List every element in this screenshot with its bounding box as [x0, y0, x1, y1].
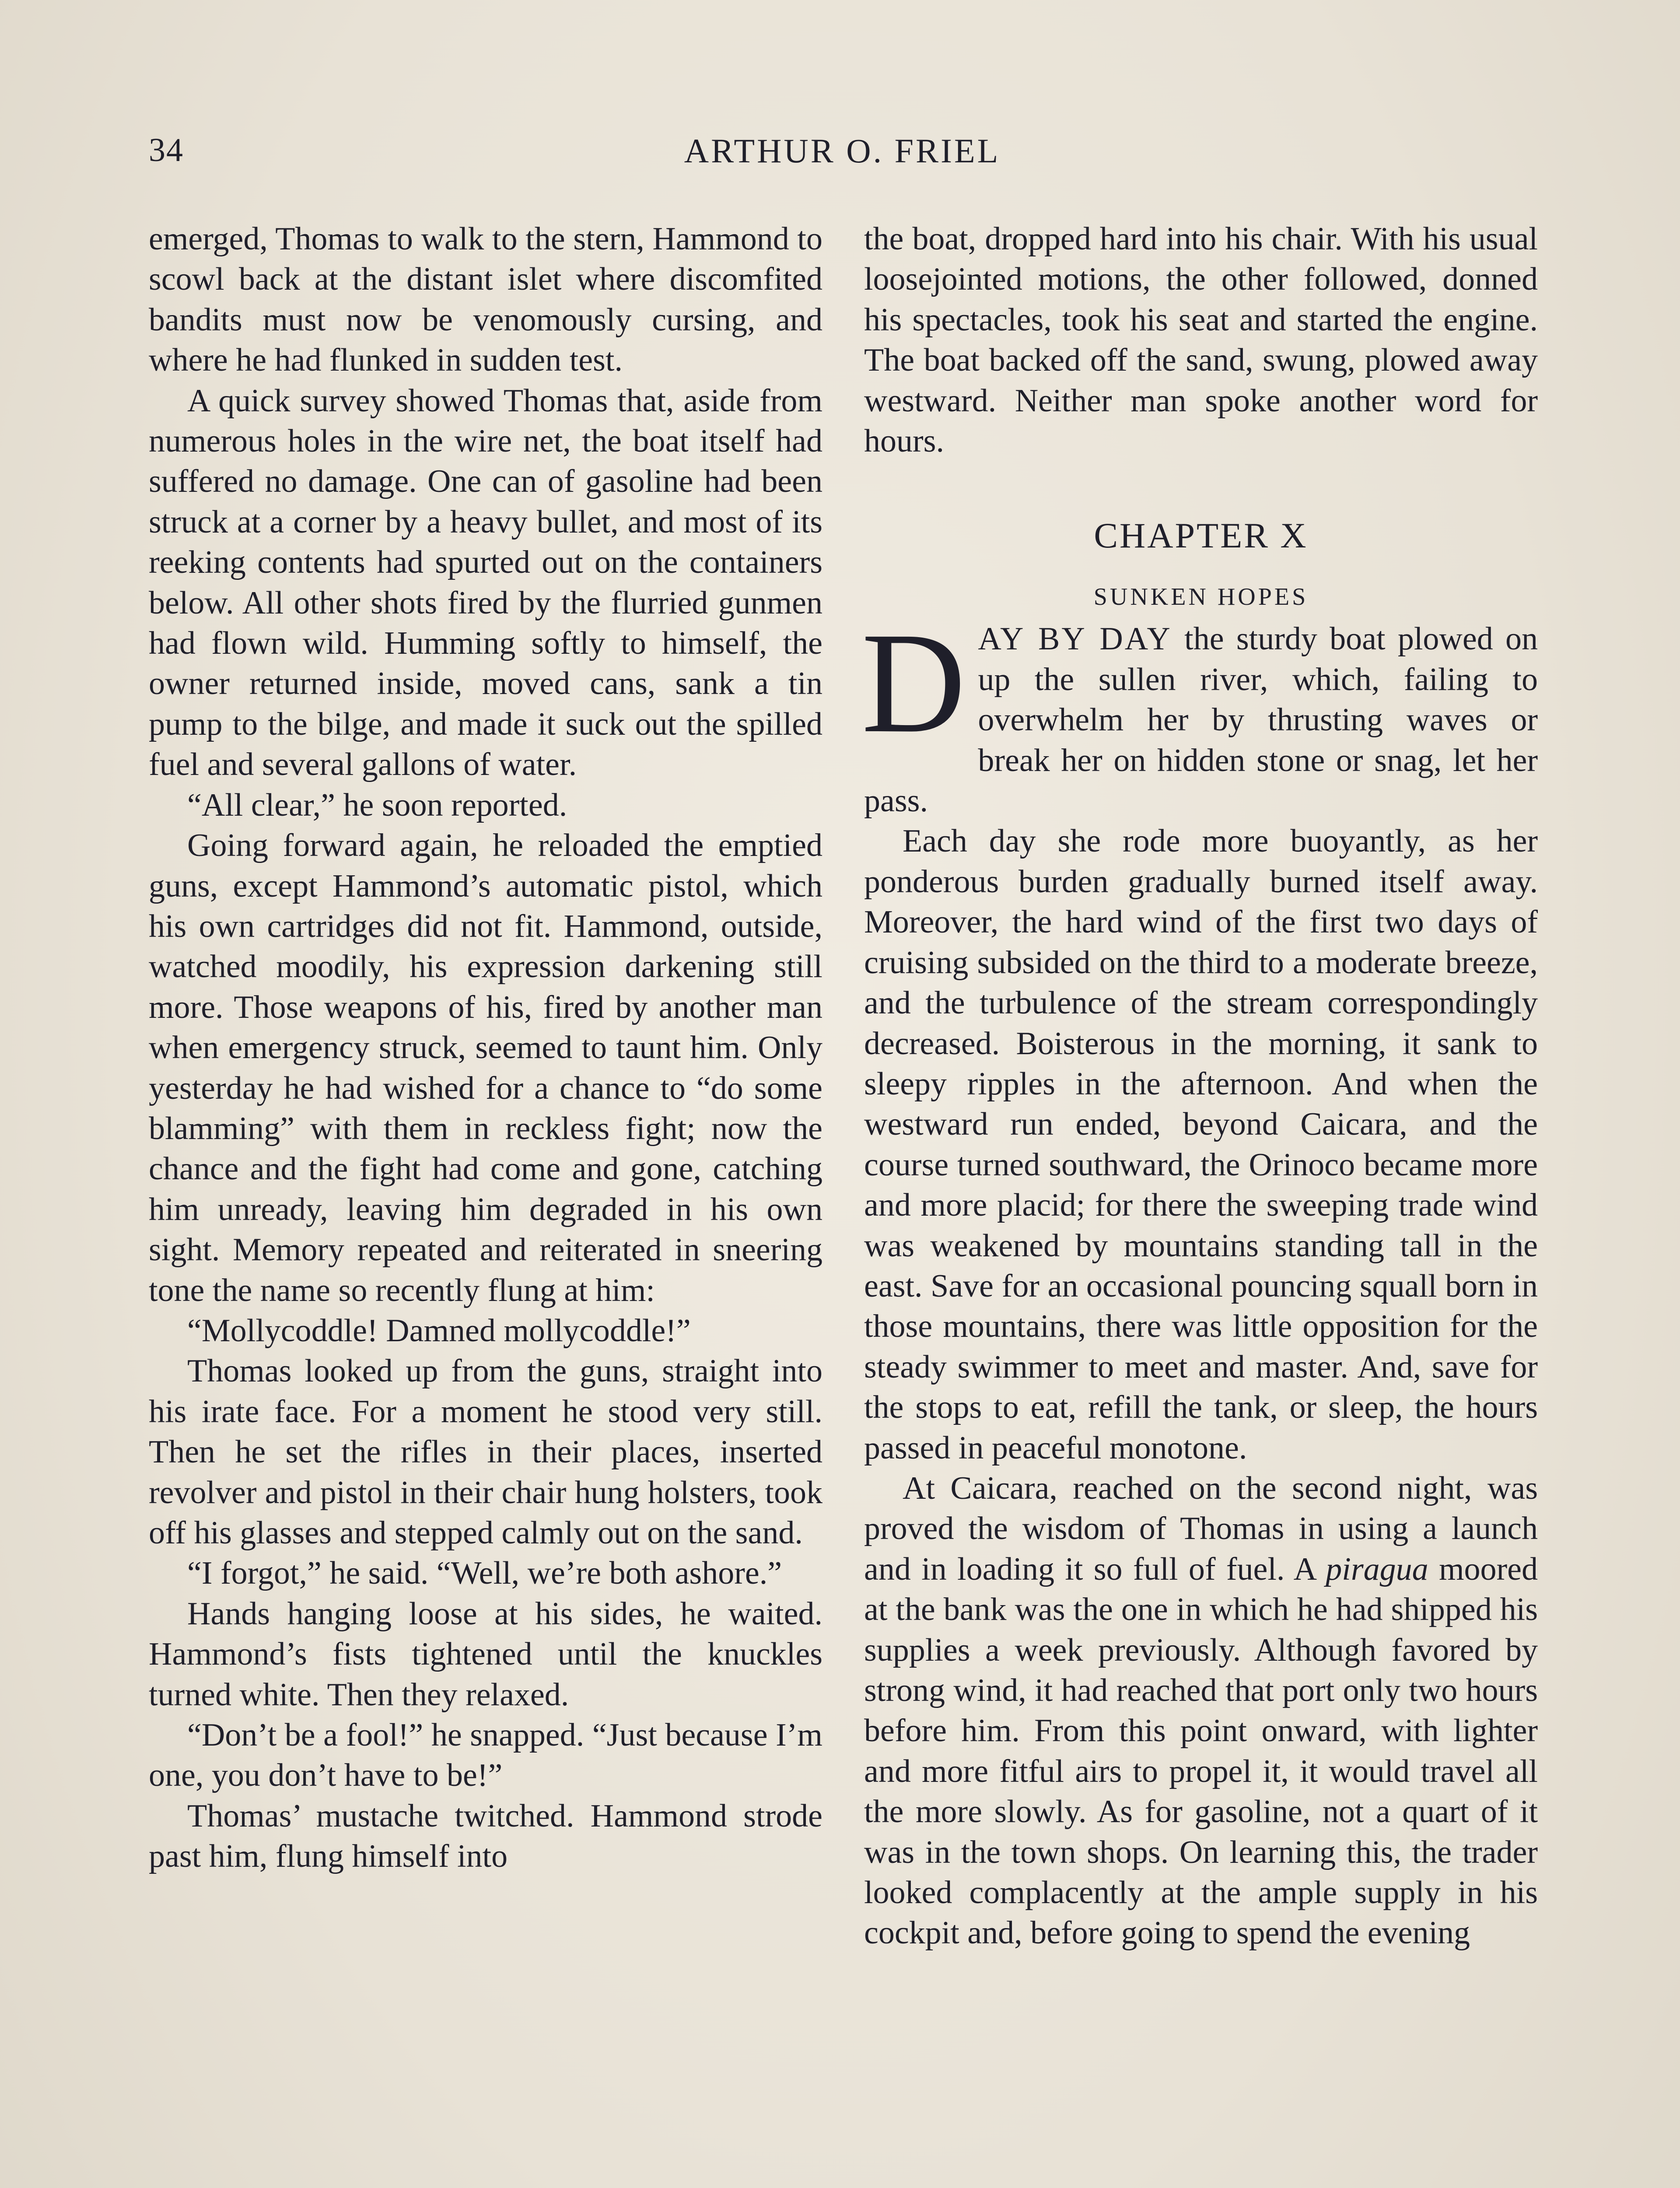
paragraph: Going forward again, he reloaded the emptied guns, except Hammond’s automatic pistol, which his own cartridges did not fit. Hammond, outside, watched moodily, his expression darkening still more. Those weapons of his, fired by another man when emergency struck, seemed to taunt him. Only yesterday he had wished for a chance to “do some blamming” with them in reckless fight; now the chance and the fight had come and gone, catching him unready, leaving him degraded in his own sight. Memory repeated and reiterated in sneering tone the name so recently flung at him:: [149, 828, 822, 1308]
paragraph: [864, 1468, 1538, 1953]
italic-word: piragua: [1326, 1551, 1428, 1587]
chapter-opening-paragraph: [861, 603, 1538, 821]
paragraph: Each day she rode more buoyantly, as her ponderous burden gradually burned itself away. Moreover, the hard wind of the first two days of cruising subsided on the third to a moderate breeze, and the turbulence of the stream correspondingly decreased. Boisterous in the morning, it sank to sleepy ripples in the afternoon. And when the westward run ended, beyond Caicara, and the course turned southward, the Orinoco became more and more placid; for there the sweeping trade wind was weakened by mountains standing tall in the east. Save for an occasional pouncing squall born in those mountains, there was little opposition for the steady swimmer to meet and master. And, save for the stops to eat, refill the tank, or sleep, the hours passed in peaceful monotone.: [864, 823, 1538, 1466]
right-column: [861, 219, 1538, 1953]
paragraph: A quick survey showed Thomas that, aside from numerous holes in the wire net, the boat itself had suffered no damage. One can of gasoline had been struck at a corner by a heavy bullet, and most of its reeking contents had spurted out on the containers below. All other shots fired by the flurried gunmen had flown wild. Humming softly to himself, the owner returned inside, moved cans, sank a tin pump to the bilge, and made it suck out the spilled fuel and several gallons of water.: [149, 382, 822, 783]
chapter-subtitle: SUNKEN HOPES: [1093, 583, 1309, 611]
left-column: [149, 219, 822, 1877]
paragraph: “I forgot,” he said. “Well, we’re both ashore.”: [187, 1555, 782, 1592]
paragraph: “Mollycoddle! Damned mollycoddle!”: [187, 1312, 691, 1349]
paragraph-text: moored at the bank was the one in which he had shipped his supplies a week previously. Although favored by strong wind, it had reached that port only two hours before him. From this point onward, with lighter and more fitful airs to propel it, it would travel all the more slowly. As for gasoline, not a quart of it was in the town shops. On learning this, the trader looked complacently at the ample supply in his cockpit and, before going to spend the evening: [864, 1551, 1538, 1951]
paragraph-text: At Caicara, reached on the second night, was proved the wisdom of Thomas in using a launch and in loading it so full of fuel. A: [864, 1470, 1538, 1587]
paragraph: Hands hanging loose at his sides, he waited. Hammond’s fists tightened until the knuckles turned white. Then they relaxed.: [149, 1595, 822, 1713]
drop-cap: D: [861, 603, 966, 763]
chapter-title: CHAPTER X: [1094, 515, 1308, 556]
paragraph: “Don’t be a fool!” he snapped. “Just because I’m one, you don’t have to be!”: [149, 1717, 822, 1794]
opening-text: the sturdy boat plowed on up the sullen river, which, failing to overwhelm her by thrusting waves or break her on hidden stone or snag, let her pass.: [864, 621, 1538, 819]
running-head: ARTHUR O. FRIEL: [684, 132, 1001, 170]
paragraph: “All clear,” he soon reported.: [187, 787, 567, 823]
opening-lead-words: AY BY DAY: [978, 621, 1172, 657]
paragraph: the boat, dropped hard into his chair. With his usual loosejointed motions, the other followed, donned his spectacles, took his seat and started the engine. The boat backed off the sand, swung, plowed away westward. Neither man spoke another word for hours.: [864, 221, 1538, 459]
page-number: 34: [149, 132, 184, 168]
paragraph: Thomas looked up from the guns, straight into his irate face. For a moment he stood very still. Then he set the rifles in their places, inserted revolver and pistol in their chair hung holsters, took off his glasses and stepped calmly out on the sand.: [149, 1353, 822, 1551]
paragraph: emerged, Thomas to walk to the stern, Hammond to scowl back at the distant islet where discomfited bandits must now be venomously cursing, and where he had flunked in sudden test.: [149, 221, 822, 379]
paragraph: Thomas’ mustache twitched. Hammond strode past him, flung himself into: [149, 1798, 822, 1875]
page-header: [149, 131, 1536, 179]
